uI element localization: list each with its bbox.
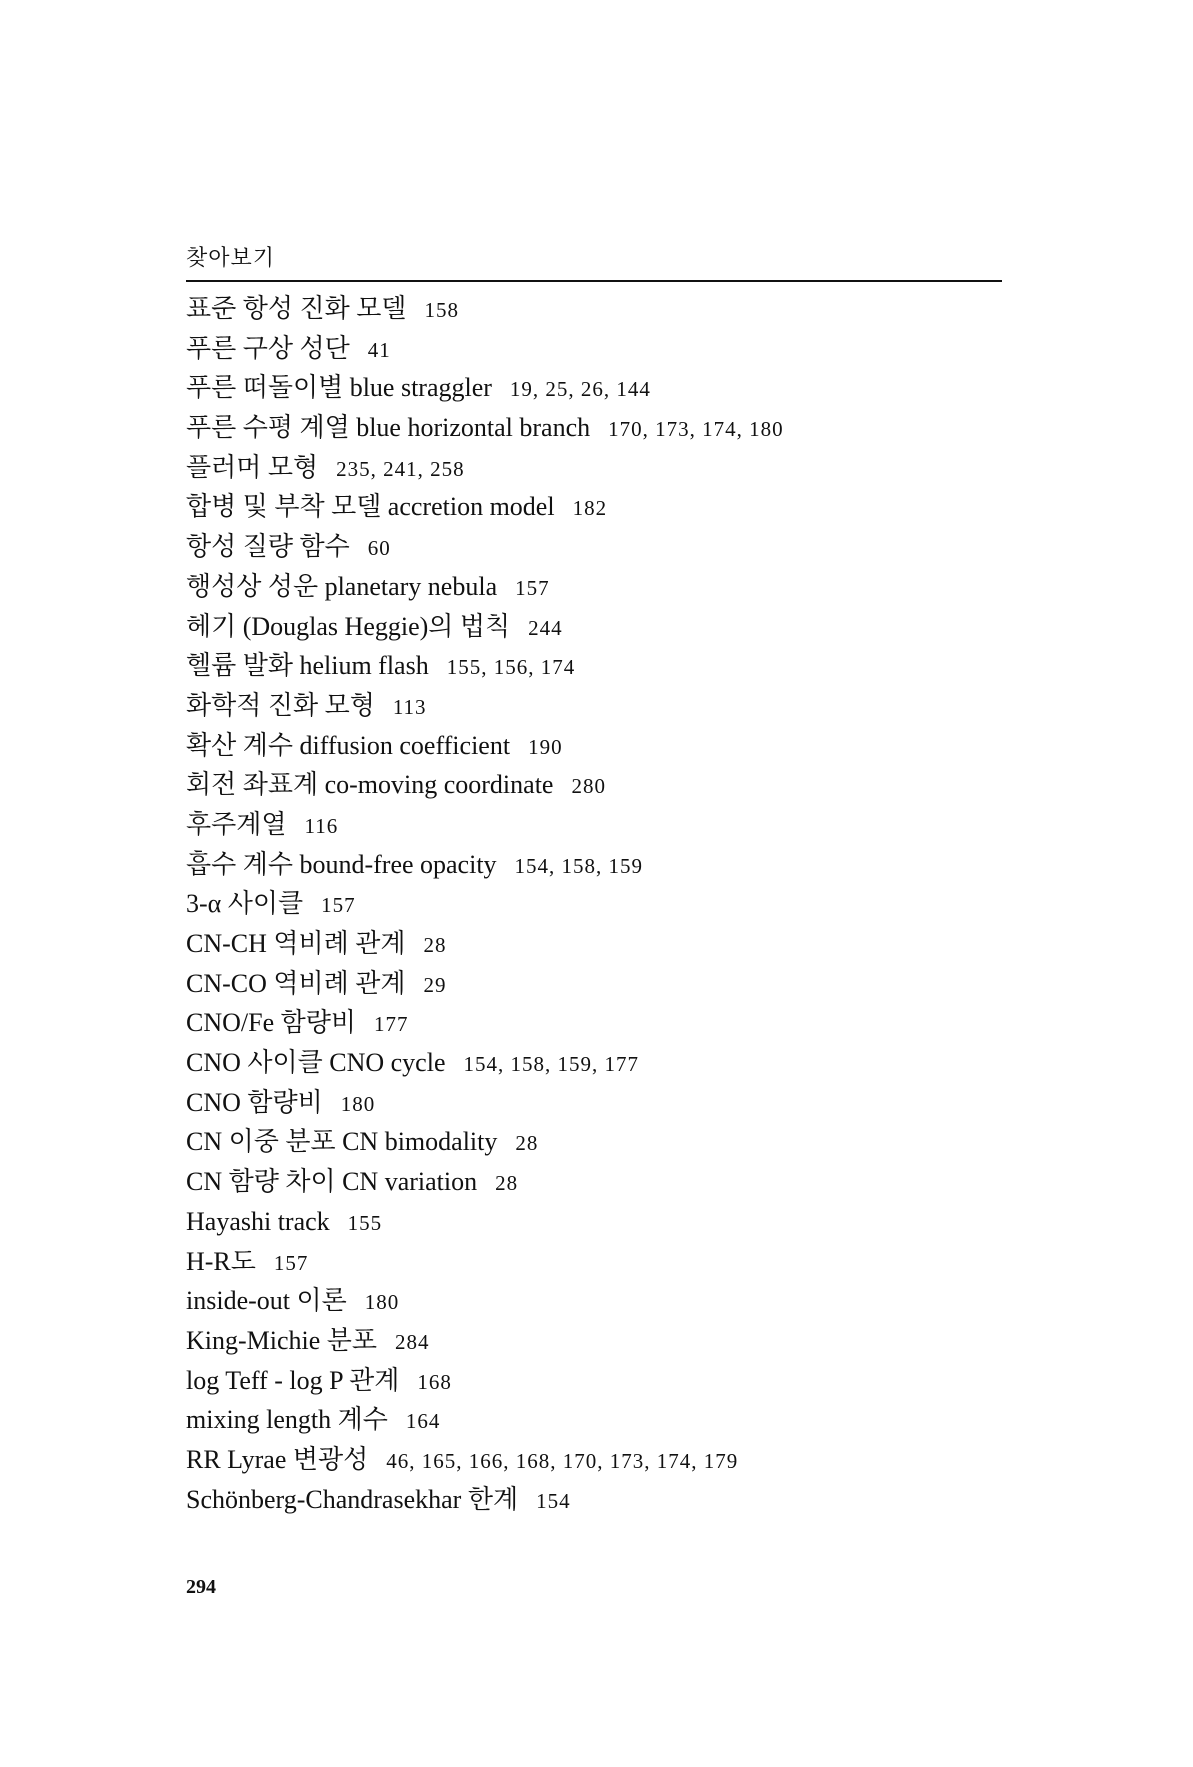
index-pages: 41 xyxy=(367,337,391,362)
index-term: 회전 좌표계 co-moving coordinate xyxy=(186,770,554,800)
index-pages: 280 xyxy=(571,774,606,799)
index-pages: 244 xyxy=(528,615,563,640)
index-term: 항성 질량 함수 xyxy=(186,532,350,562)
index-term: 플러머 모형 xyxy=(186,452,319,482)
index-term: log Teff - log P 관계 xyxy=(186,1365,400,1395)
index-entry xyxy=(186,1043,784,1083)
index-entry xyxy=(186,1400,784,1440)
index-pages: 177 xyxy=(373,1012,409,1037)
index-term: 합병 및 부착 모델 accretion model xyxy=(186,492,555,522)
index-term: 표준 항성 진화 모델 xyxy=(186,294,407,323)
index-pages: 19, 25, 26, 144 xyxy=(509,377,651,402)
index-term: King-Michie 분포 xyxy=(186,1325,378,1355)
index-term: 흡수 계수 bound-free opacity xyxy=(186,849,497,879)
index-pages: 28 xyxy=(515,1131,539,1156)
index-entry xyxy=(186,1083,784,1123)
index-term: inside-out 이론 xyxy=(186,1286,347,1316)
index-entry xyxy=(186,567,784,607)
index-pages: 157 xyxy=(321,893,356,918)
section-header: 찾아보기 xyxy=(186,246,276,271)
index-term: CNO 함량비 xyxy=(186,1087,323,1117)
index-term: H-R도 xyxy=(186,1246,256,1276)
index-term: 3-α 사이클 xyxy=(186,889,304,919)
index-entry xyxy=(186,646,784,686)
index-pages: 284 xyxy=(395,1329,430,1354)
index-term: 헤기 (Douglas Heggie)의 법칙 xyxy=(186,611,511,641)
index-entry xyxy=(186,1122,784,1162)
index-pages: 155 xyxy=(347,1210,383,1235)
index-term: CN 함량 차이 CN variation xyxy=(186,1167,478,1197)
index-term: 행성상 성운 planetary nebula xyxy=(186,571,498,601)
index-term: Hayashi track xyxy=(186,1206,330,1236)
index-entry xyxy=(186,686,784,726)
index-pages: 154, 158, 159, 177 xyxy=(463,1052,639,1077)
index-pages: 113 xyxy=(392,694,427,719)
index-pages: 182 xyxy=(572,496,608,521)
index-pages: 190 xyxy=(528,734,563,759)
index-pages: 28 xyxy=(423,933,447,957)
index-term: CNO/Fe 함량비 xyxy=(186,1008,356,1038)
index-entry xyxy=(186,329,784,369)
index-term: CN-CH 역비례 관계 xyxy=(186,929,406,958)
index-term: 푸른 떠돌이별 blue straggler xyxy=(186,373,492,403)
index-entry xyxy=(186,805,784,845)
index-entry xyxy=(186,448,784,488)
index-pages: 168 xyxy=(417,1369,452,1394)
index-entry xyxy=(186,1440,784,1480)
index-entry xyxy=(186,1480,784,1520)
index-entry xyxy=(186,289,784,329)
index-pages: 180 xyxy=(364,1290,400,1315)
index-entry xyxy=(186,1162,784,1202)
index-entry xyxy=(186,726,784,766)
index-entry xyxy=(186,368,784,408)
index-pages: 46, 165, 166, 168, 170, 173, 174, 179 xyxy=(386,1448,739,1473)
header-rule xyxy=(186,280,1002,282)
index-term: 확산 계수 diffusion coefficient xyxy=(186,730,511,760)
index-entry xyxy=(186,527,784,567)
index-pages: 154 xyxy=(536,1488,571,1513)
index-entry xyxy=(186,884,784,924)
index-term: 푸른 구상 성단 xyxy=(186,333,350,363)
index-entry xyxy=(186,765,784,805)
index-pages: 28 xyxy=(495,1171,519,1196)
index-pages: 158 xyxy=(424,298,459,322)
index-entry xyxy=(186,1242,784,1282)
index-pages: 164 xyxy=(405,1409,441,1434)
index-pages: 29 xyxy=(423,972,447,997)
index-pages: 180 xyxy=(340,1091,376,1116)
index-term: 푸른 수평 계열 blue horizontal branch xyxy=(186,413,591,443)
index-entry-list xyxy=(186,289,784,1519)
index-entry xyxy=(186,924,784,964)
index-term: 화학적 진화 모형 xyxy=(186,690,375,720)
index-term: Schönberg-Chandrasekhar 한계 xyxy=(186,1484,519,1514)
index-entry xyxy=(186,487,784,527)
index-entry xyxy=(186,607,784,647)
index-entry xyxy=(186,1281,784,1321)
index-pages: 60 xyxy=(367,536,391,561)
index-term: CN-CO 역비례 관계 xyxy=(186,968,406,998)
index-entry xyxy=(186,1003,784,1043)
index-entry xyxy=(186,1361,784,1401)
index-pages: 116 xyxy=(304,813,339,838)
index-entry xyxy=(186,1202,784,1242)
index-term: RR Lyrae 변광성 xyxy=(186,1444,369,1474)
index-entry xyxy=(186,964,784,1004)
index-term: 헬륨 발화 helium flash xyxy=(186,651,429,681)
index-entry xyxy=(186,1321,784,1361)
page-number: 294 xyxy=(186,1576,216,1598)
index-entry xyxy=(186,408,784,448)
index-term: 후주계열 xyxy=(186,809,287,839)
index-term: CNO 사이클 CNO cycle xyxy=(186,1048,446,1078)
index-pages: 155, 156, 174 xyxy=(446,655,576,680)
index-pages: 154, 158, 159 xyxy=(514,853,644,878)
index-pages: 235, 241, 258 xyxy=(336,456,465,481)
index-term: CN 이중 분포 CN bimodality xyxy=(186,1127,498,1157)
index-pages: 157 xyxy=(515,575,550,600)
index-pages: 170, 173, 174, 180 xyxy=(608,417,784,442)
index-term: mixing length 계수 xyxy=(186,1405,388,1435)
index-entry xyxy=(186,845,784,885)
index-pages: 157 xyxy=(273,1250,309,1275)
